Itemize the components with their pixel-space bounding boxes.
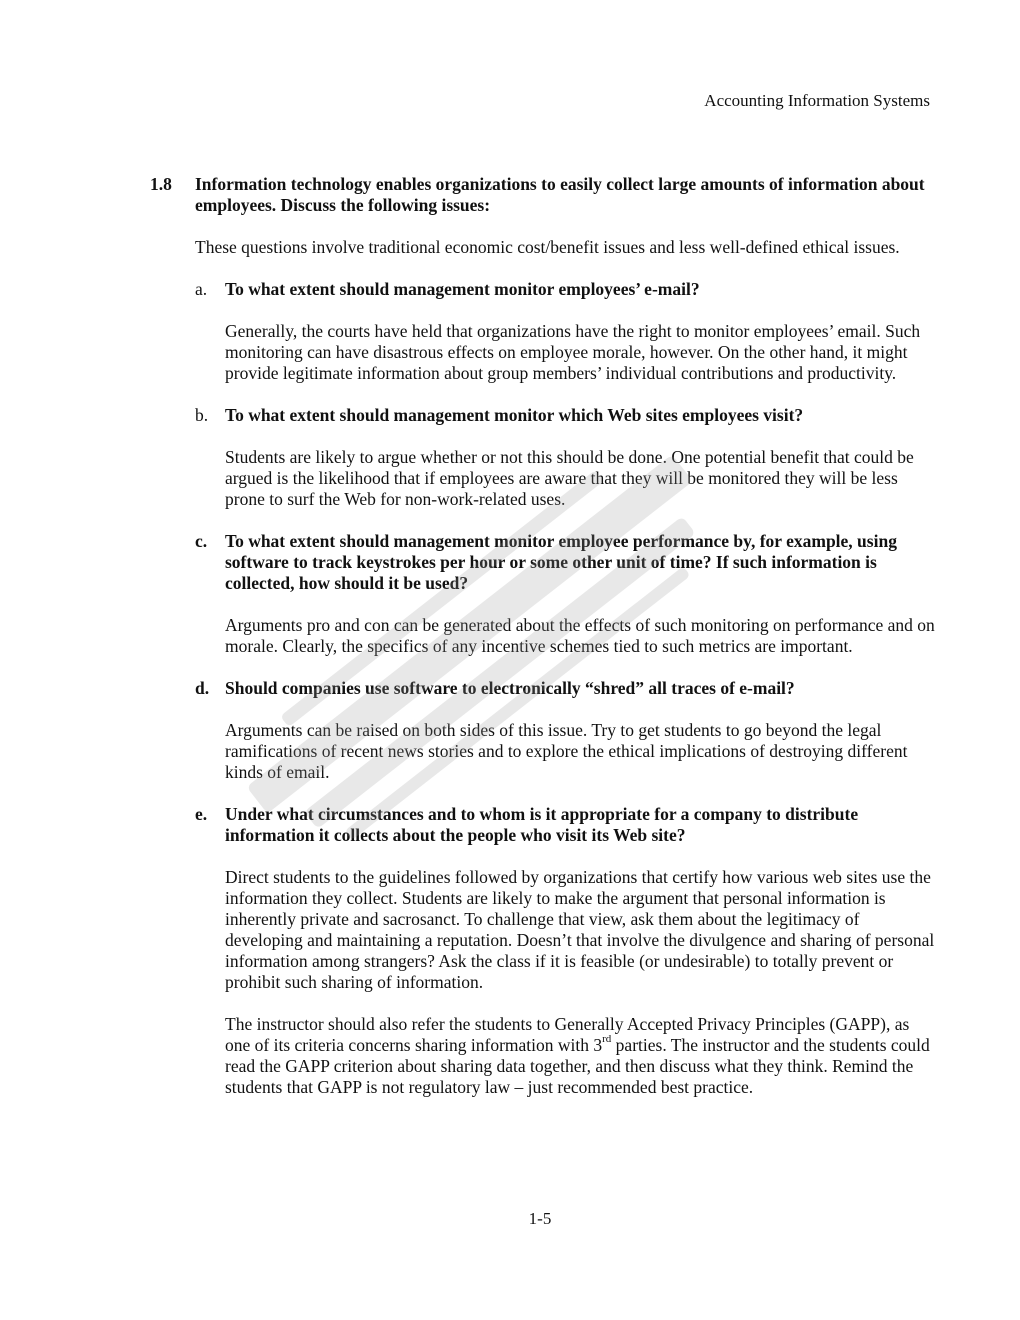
running-header: Accounting Information Systems [704, 91, 930, 110]
sub-question-answer: Students are likely to argue whether or not this should be done. One potential benefit that could be argued is the likelihood that if employees are aware that they will be monitored they will be less prone to surf the Web for non-work-related uses. [225, 447, 914, 509]
question-number: 1.8 [150, 174, 172, 194]
sub-question-d [195, 678, 940, 783]
gapp-text-before: The instructor should also refer the students to Generally Accepted Privacy Principles (GAPP), as one of its criteria concerns sharing information with 3 [225, 1014, 910, 1055]
question-body [195, 174, 940, 1119]
sub-question-e [195, 804, 940, 1098]
sub-question-text: Under what circumstances and to whom is it appropriate for a company to distribute information it collects about the people who visit its Web site? [225, 804, 859, 845]
sub-question-a [195, 279, 940, 384]
question-intro: These questions involve traditional economic cost/benefit issues and less well-defined ethical issues. [195, 237, 900, 257]
page-number: 1-5 [528, 1209, 552, 1228]
sub-question-answer: Arguments pro and con can be generated about the effects of such monitoring on performance and on morale. Clearly, the specifics of any incentive schemes tied to such metrics are important. [225, 615, 935, 656]
gapp-text-after: parties. The instructor and the students could read the GAPP criterion about sharing data together, and then discuss what they think. Remind the students that GAPP is not regulatory law – just recommended best practice. [225, 1035, 930, 1097]
sub-question-text: To what extent should management monitor which Web sites employees visit? [225, 405, 804, 425]
sub-question-letter: d. [195, 678, 210, 698]
sub-question-answer: Direct students to the guidelines followed by organizations that certify how various web sites use the information they collect. Students are likely to make the argument that personal information is inherently private and sacrosanct. To challenge that view, ask them about the legitimacy of developing and maintaining a reputation. Doesn’t that involve the divulgence and sharing of personal information among strangers? Ask the class if it is feasible (or undesirable) to totally prevent or prohibit such sharing of information. [225, 867, 935, 992]
sub-question-letter: e. [195, 804, 208, 824]
question-title: Information technology enables organizations to easily collect large amounts of information about employees. Discuss the following issues: [195, 174, 925, 215]
sub-question-text: To what extent should management monitor employees’ e-mail? [225, 279, 700, 299]
sub-question-answer: Generally, the courts have held that organizations have the right to monitor employees’ email. Such monitoring can have disastrous effects on employee morale, however. On the other hand, it might provide legitimate information about group members’ individual contributions and productivity. [225, 321, 921, 383]
ordinal-superscript: rd [602, 1033, 612, 1046]
sub-question-c [195, 531, 940, 657]
sub-question-answer-gapp [225, 1014, 937, 1098]
sub-question-answer: Arguments can be raised on both sides of this issue. Try to get students to go beyond the legal ramifications of recent news stories and to explore the ethical implications of destroying different kinds of email. [225, 720, 908, 782]
sub-question-letter: c. [195, 531, 208, 551]
sub-question-text: To what extent should management monitor employee performance by, for example, using software to track keystrokes per hour or some other unit of time? If such information is collected, how should it be used? [225, 531, 897, 593]
sub-question-text: Should companies use software to electronically “shred” all traces of e-mail? [225, 678, 795, 698]
sub-question-letter: a. [195, 279, 208, 299]
sub-question-letter: b. [195, 405, 209, 425]
sub-question-b [195, 405, 940, 510]
